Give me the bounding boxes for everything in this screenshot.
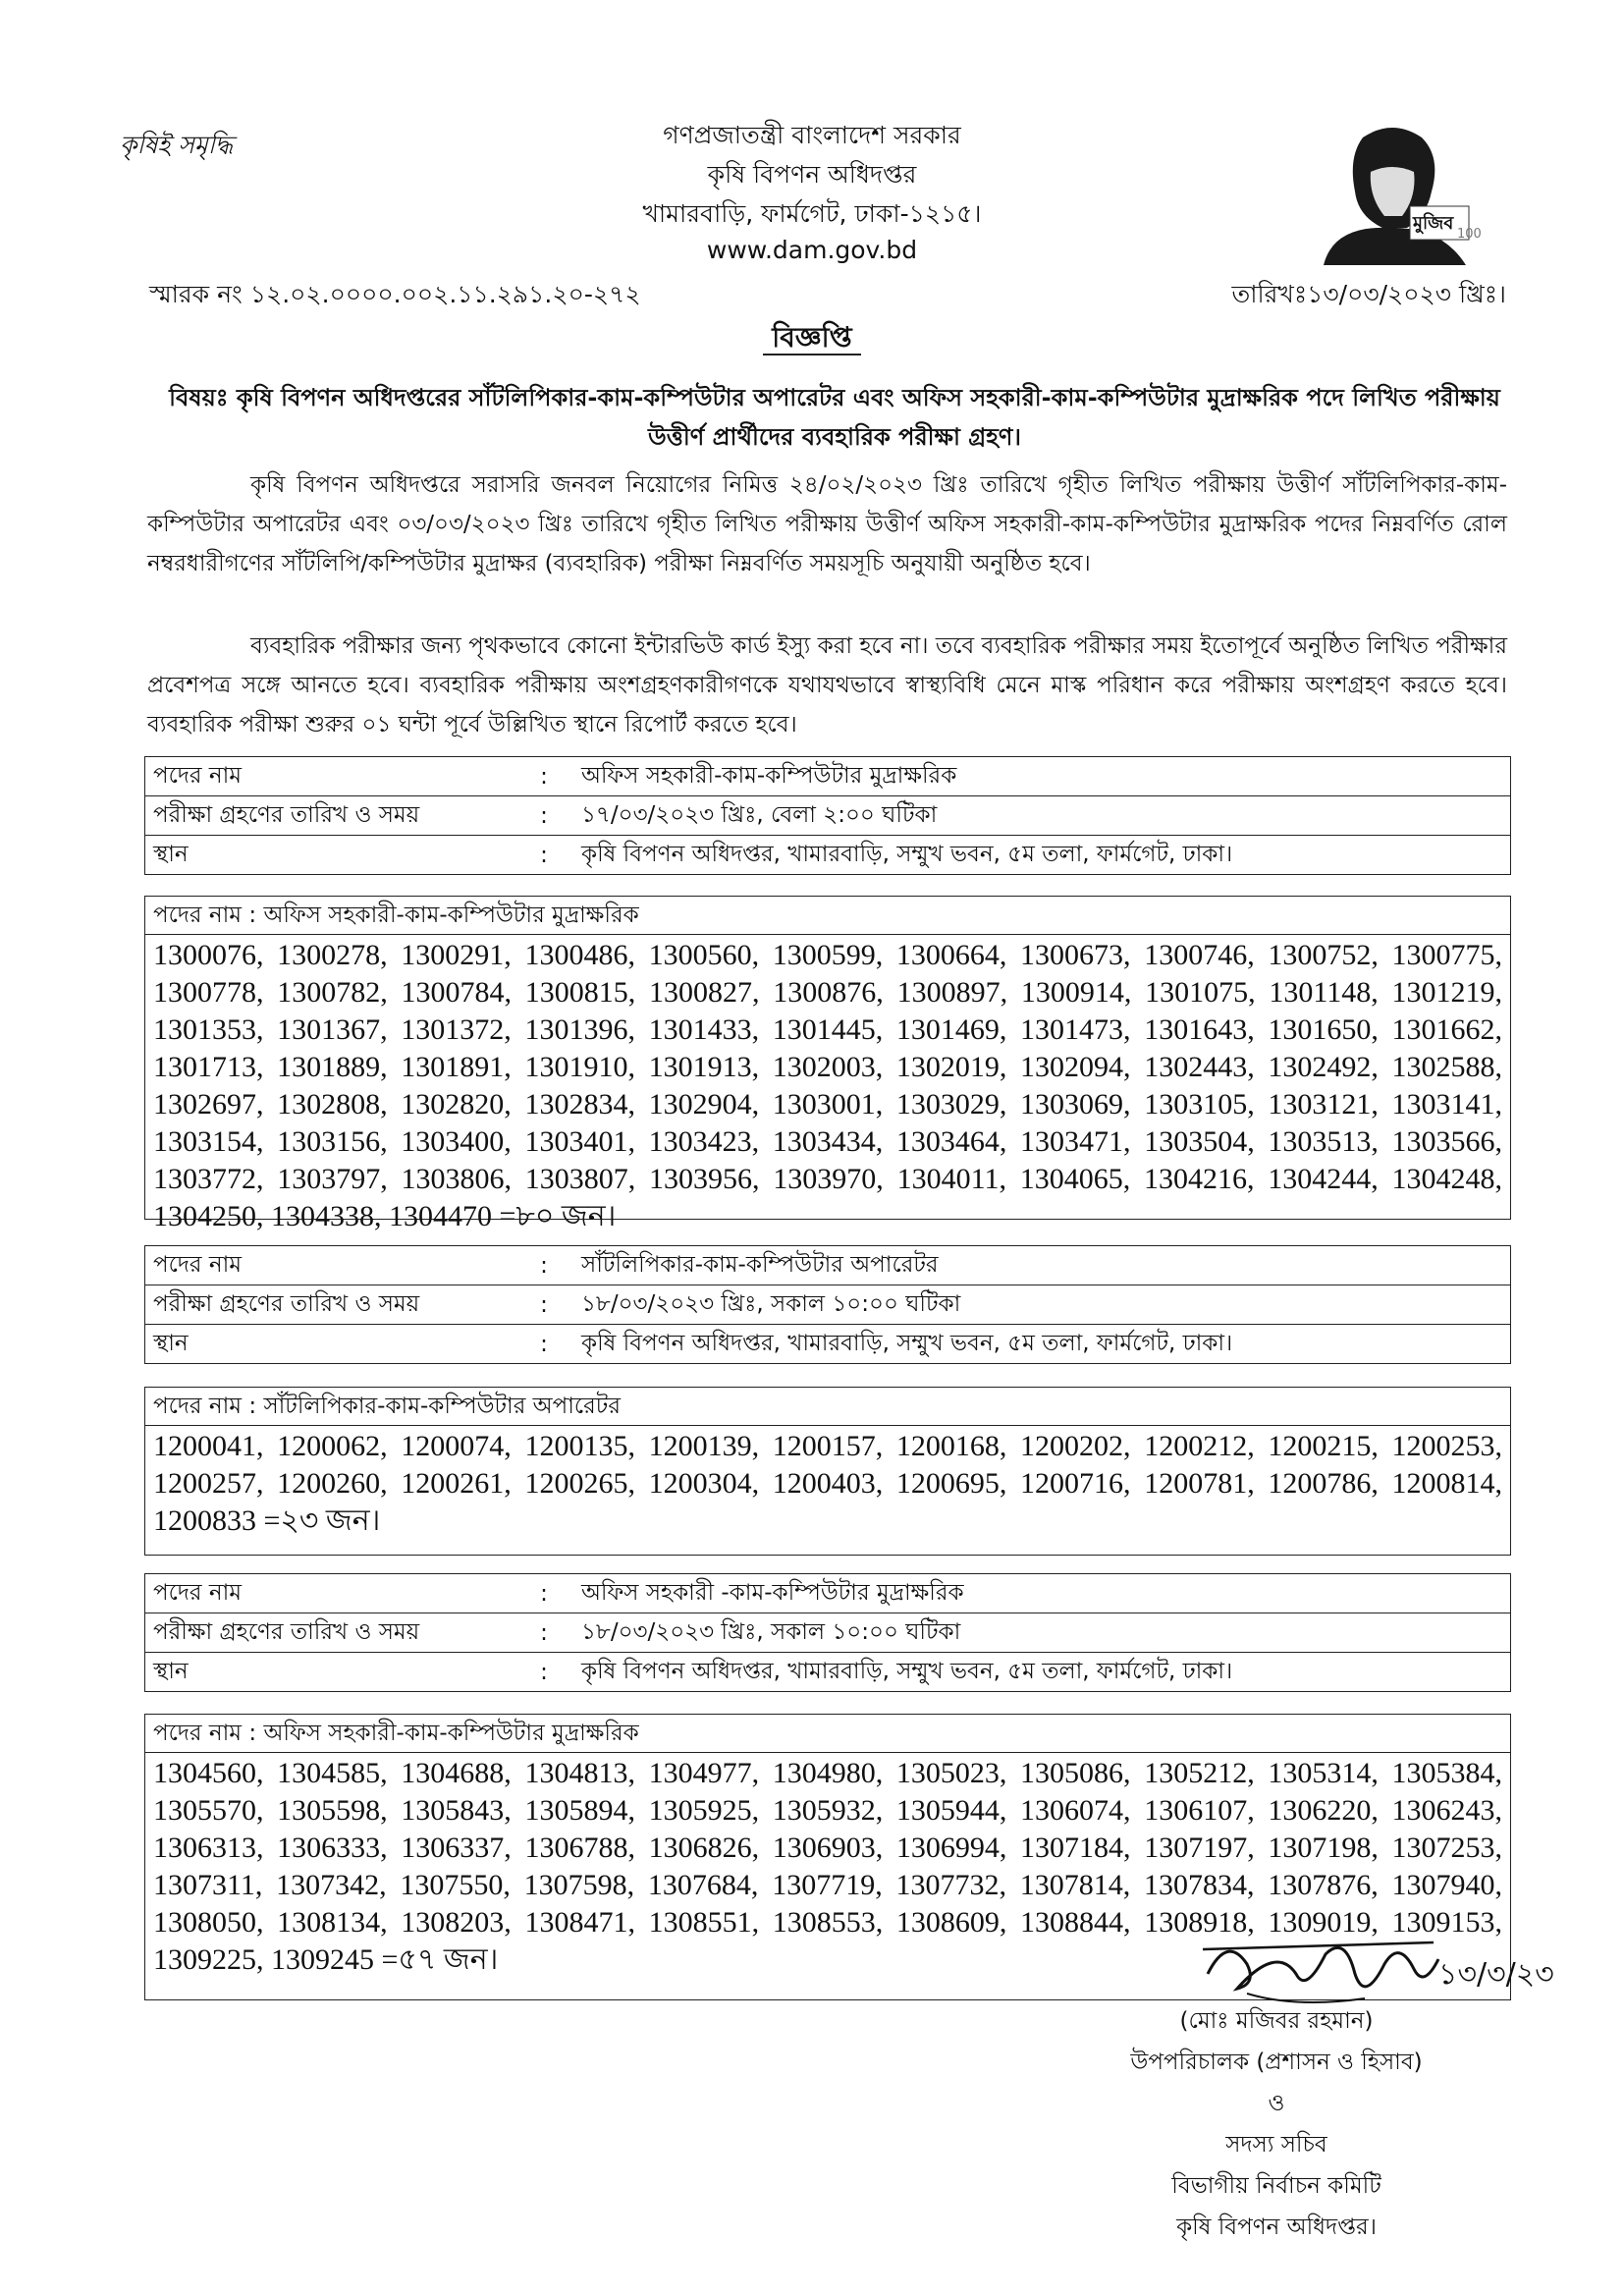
info-label: পদের নাম: [145, 757, 515, 796]
svg-text:১৩/৩/২৩: ১৩/৩/২৩: [1438, 1957, 1554, 1992]
info-row-venue: [145, 836, 1511, 875]
info-value: অফিস সহকারী-কাম-কম্পিউটার মুদ্রাক্ষরিক: [573, 757, 1511, 796]
signatory-name: (মোঃ মজিবর রহমান): [1179, 2008, 1374, 2034]
info-value: কৃষি বিপণন অধিদপ্তর, খামারবাড়ি, সম্মুখ ভবন, ৫ম তলা, ফার্মগেট, ঢাকা।: [573, 1653, 1511, 1692]
govt-name: গণপ্রজাতন্ত্রী বাংলাদেশ সরকার: [663, 121, 961, 149]
info-value: সাঁটলিপিকার-কাম-কম্পিউটার অপারেটর: [573, 1246, 1511, 1285]
info-colon: :: [514, 1285, 573, 1325]
info-row-datetime: [145, 1285, 1511, 1325]
info-colon: :: [514, 1246, 573, 1285]
info-row-venue: [145, 1325, 1511, 1364]
motto: কৃষিই সমৃদ্ধি: [120, 131, 234, 159]
info-label: স্থান: [145, 1653, 515, 1692]
roll-number-list: 1200041, 1200062, 1200074, 1200135, 1200139, 1200157, 1200168, 1200202, 1200212, 1200215, 1200253, 1200257, 1200260, 1200261, 1200265, 1200304, 1200403, 1200695, 1200716, 1200781, 1200786, 1200814, 1200833 =২৩ জন।: [153, 1430, 1502, 1537]
svg-text:মুজিব: মুজিব: [1413, 213, 1454, 234]
info-row-datetime: [145, 796, 1511, 836]
info-row-post: [145, 1574, 1511, 1613]
info-label: স্থান: [145, 1325, 515, 1364]
section-2-info-table: [144, 1245, 1511, 1364]
info-colon: :: [514, 1574, 573, 1613]
title-underline: [763, 354, 861, 355]
svg-text:100: 100: [1457, 227, 1482, 242]
info-row-venue: [145, 1653, 1511, 1692]
info-colon: :: [514, 1325, 573, 1364]
info-label: পদের নাম: [145, 1574, 515, 1613]
info-colon: :: [514, 757, 573, 796]
section-1-info-table: [144, 756, 1511, 875]
info-value: অফিস সহকারী -কাম-কম্পিউটার মুদ্রাক্ষরিক: [573, 1574, 1511, 1613]
info-label: পরীক্ষা গ্রহণের তারিখ ও সময়: [145, 1285, 515, 1325]
notice-date: তারিখঃ১৩/০৩/২০২৩ খ্রিঃ।: [1231, 280, 1506, 308]
roll-box-header: পদের নাম : অফিস সহকারী-কাম-কম্পিউটার মুদ্রাক্ষরিক: [145, 1715, 1510, 1753]
section-2-roll-box: [144, 1387, 1511, 1556]
department-name: কৃষি বিপণন অধিদপ্তর: [707, 160, 917, 189]
info-colon: :: [514, 1653, 573, 1692]
section-1-roll-box: [144, 896, 1511, 1232]
info-row-post: [145, 1246, 1511, 1285]
paragraph-1: কৃষি বিপণন অধিদপ্তরে সরাসরি জনবল নিয়োগের নিমিত্ত ২৪/০২/২০২৩ খ্রিঃ তারিখে গৃহীত লিখিত পরীক্ষায় উত্তীর্ণ সাঁটলিপিকার-কাম-কম্পিউটার অপারেটর এবং ০৩/০৩/২০২৩ খ্রিঃ তারিখে গৃহীত লিখিত পরীক্ষায় উত্তীর্ণ অফিস সহকারী-কাম-কম্পিউটার মুদ্রাক্ষরিক পদের নিম্নবর্ণিত রোল নম্বরধারীগণের সাঁটলিপি/কম্পিউটার মুদ্রাক্ষর (ব্যবহারিক) পরীক্ষা নিম্নবর্ণিত সময়সূচি অনুযায়ী অনুষ্ঠিত হবে।: [147, 472, 1507, 576]
info-value: ১৮/০৩/২০২৩ খ্রিঃ, সকাল ১০:০০ ঘটিকা: [573, 1285, 1511, 1325]
signatory-committee: বিভাগীয় নির্বাচন কমিটি: [1171, 2173, 1381, 2199]
info-value: ১৮/০৩/২০২৩ খ্রিঃ, সকাল ১০:০০ ঘটিকা: [573, 1613, 1511, 1653]
department-address: খামারবাড়ি, ফার্মগেট, ঢাকা-১২১৫।: [642, 199, 982, 228]
info-label: পদের নাম: [145, 1246, 515, 1285]
info-label: পরীক্ষা গ্রহণের তারিখ ও সময়: [145, 1613, 515, 1653]
info-value: কৃষি বিপণন অধিদপ্তর, খামারবাড়ি, সম্মুখ ভবন, ৫ম তলা, ফার্মগেট, ঢাকা।: [573, 1325, 1511, 1364]
notice-subject: বিষয়ঃ কৃষি বিপণন অধিদপ্তরের সাঁটলিপিকার-কাম-কম্পিউটার অপারেটর এবং অফিস সহকারী-কাম-কম্পিউটার মুদ্রাক্ষরিক পদে লিখিত পরীক্ষায় উত্তীর্ণ প্রার্থীদের ব্যবহারিক পরীক্ষা গ্রহণ।: [169, 384, 1500, 451]
signatory-role: সদস্য সচিব: [1225, 2132, 1327, 2158]
notice-title: বিজ্ঞপ্তি: [772, 321, 852, 354]
info-value: কৃষি বিপণন অধিদপ্তর, খামারবাড়ি, সম্মুখ ভবন, ৫ম তলা, ফার্মগেট, ঢাকা।: [573, 836, 1511, 875]
roll-box-header: পদের নাম : সাঁটলিপিকার-কাম-কম্পিউটার অপারেটর: [145, 1388, 1510, 1426]
roll-number-list: 1304560, 1304585, 1304688, 1304813, 1304977, 1304980, 1305023, 1305086, 1305212, 1305314, 1305384, 1305570, 1305598, 1305843, 1305894, 1305925, 1305932, 1305944, 1306074, 1306107, 1306220, 1306243, 1306313, 1306333, 1306337, 1306788, 1306826, 1306903, 1306994, 1307184, 1307197, 1307198, 1307253, 1307311, 1307342, 1307550, 1307598, 1307684, 1307719, 1307732, 1307814, 1307834, 1307876, 1307940, 1308050, 1308134, 1308203, 1308471, 1308551, 1308553, 1308609, 1308844, 1308918, 1309019, 1309153, 1309225, 1309245 =৫৭ জন।: [153, 1757, 1502, 1976]
info-label: পরীক্ষা গ্রহণের তারিখ ও সময়: [145, 796, 515, 836]
signatory-conjunction: ও: [1268, 2091, 1285, 2116]
signatory-office: কৃষি বিপণন অধিদপ্তর।: [1176, 2214, 1377, 2240]
mujib-centenary-emblem: [1294, 118, 1490, 265]
paragraph-2: ব্যবহারিক পরীক্ষার জন্য পৃথকভাবে কোনো ইন্টারভিউ কার্ড ইস্যু করা হবে না। তবে ব্যবহারিক পরীক্ষার সময় ইতোপূর্বে অনুষ্ঠিত লিখিত পরীক্ষার প্রবেশপত্র সঙ্গে আনতে হবে। ব্যবহারিক পরীক্ষায় অংশগ্রহণকারীগণকে যথাযথভাবে স্বাস্থ্যবিধি মেনে মাস্ক পরিধান করে পরীক্ষায় অংশগ্রহণ করতে হবে। ব্যবহারিক পরীক্ষা শুরুর ০১ ঘন্টা পূর্বে উল্লিখিত স্থানে রিপোর্ট করতে হবে।: [147, 633, 1507, 738]
section-3-info-table: [144, 1573, 1511, 1692]
department-website: www.dam.gov.bd: [706, 236, 918, 264]
info-label: স্থান: [145, 836, 515, 875]
info-colon: :: [514, 1613, 573, 1653]
info-value: ১৭/০৩/২০২৩ খ্রিঃ, বেলা ২:০০ ঘটিকা: [573, 796, 1511, 836]
info-colon: :: [514, 796, 573, 836]
info-row-datetime: [145, 1613, 1511, 1653]
signatory-designation: উপপরিচালক (প্রশাসন ও হিসাব): [1130, 2050, 1423, 2075]
info-row-post: [145, 757, 1511, 796]
info-colon: :: [514, 836, 573, 875]
memo-number: স্মারক নং ১২.০২.০০০০.০০২.১১.২৯১.২০-২৭২: [149, 280, 641, 308]
roll-box-header: পদের নাম : অফিস সহকারী-কাম-কম্পিউটার মুদ্রাক্ষরিক: [145, 897, 1510, 935]
roll-number-list: 1300076, 1300278, 1300291, 1300486, 1300560, 1300599, 1300664, 1300673, 1300746, 1300752, 1300775, 1300778, 1300782, 1300784, 1300815, 1300827, 1300876, 1300897, 1300914, 1301075, 1301148, 1301219, 1301353, 1301367, 1301372, 1301396, 1301433, 1301445, 1301469, 1301473, 1301643, 1301650, 1301662, 1301713, 1301889, 1301891, 1301910, 1301913, 1302003, 1302019, 1302094, 1302443, 1302492, 1302588, 1302697, 1302808, 1302820, 1302834, 1302904, 1303001, 1303029, 1303069, 1303105, 1303121, 1303141, 1303154, 1303156, 1303400, 1303401, 1303423, 1303434, 1303464, 1303471, 1303504, 1303513, 1303566, 1303772, 1303797, 1303806, 1303807, 1303956, 1303970, 1304011, 1304065, 1304216, 1304244, 1304248, 1304250, 1304338, 1304470 =৮০ জন।: [153, 939, 1502, 1232]
